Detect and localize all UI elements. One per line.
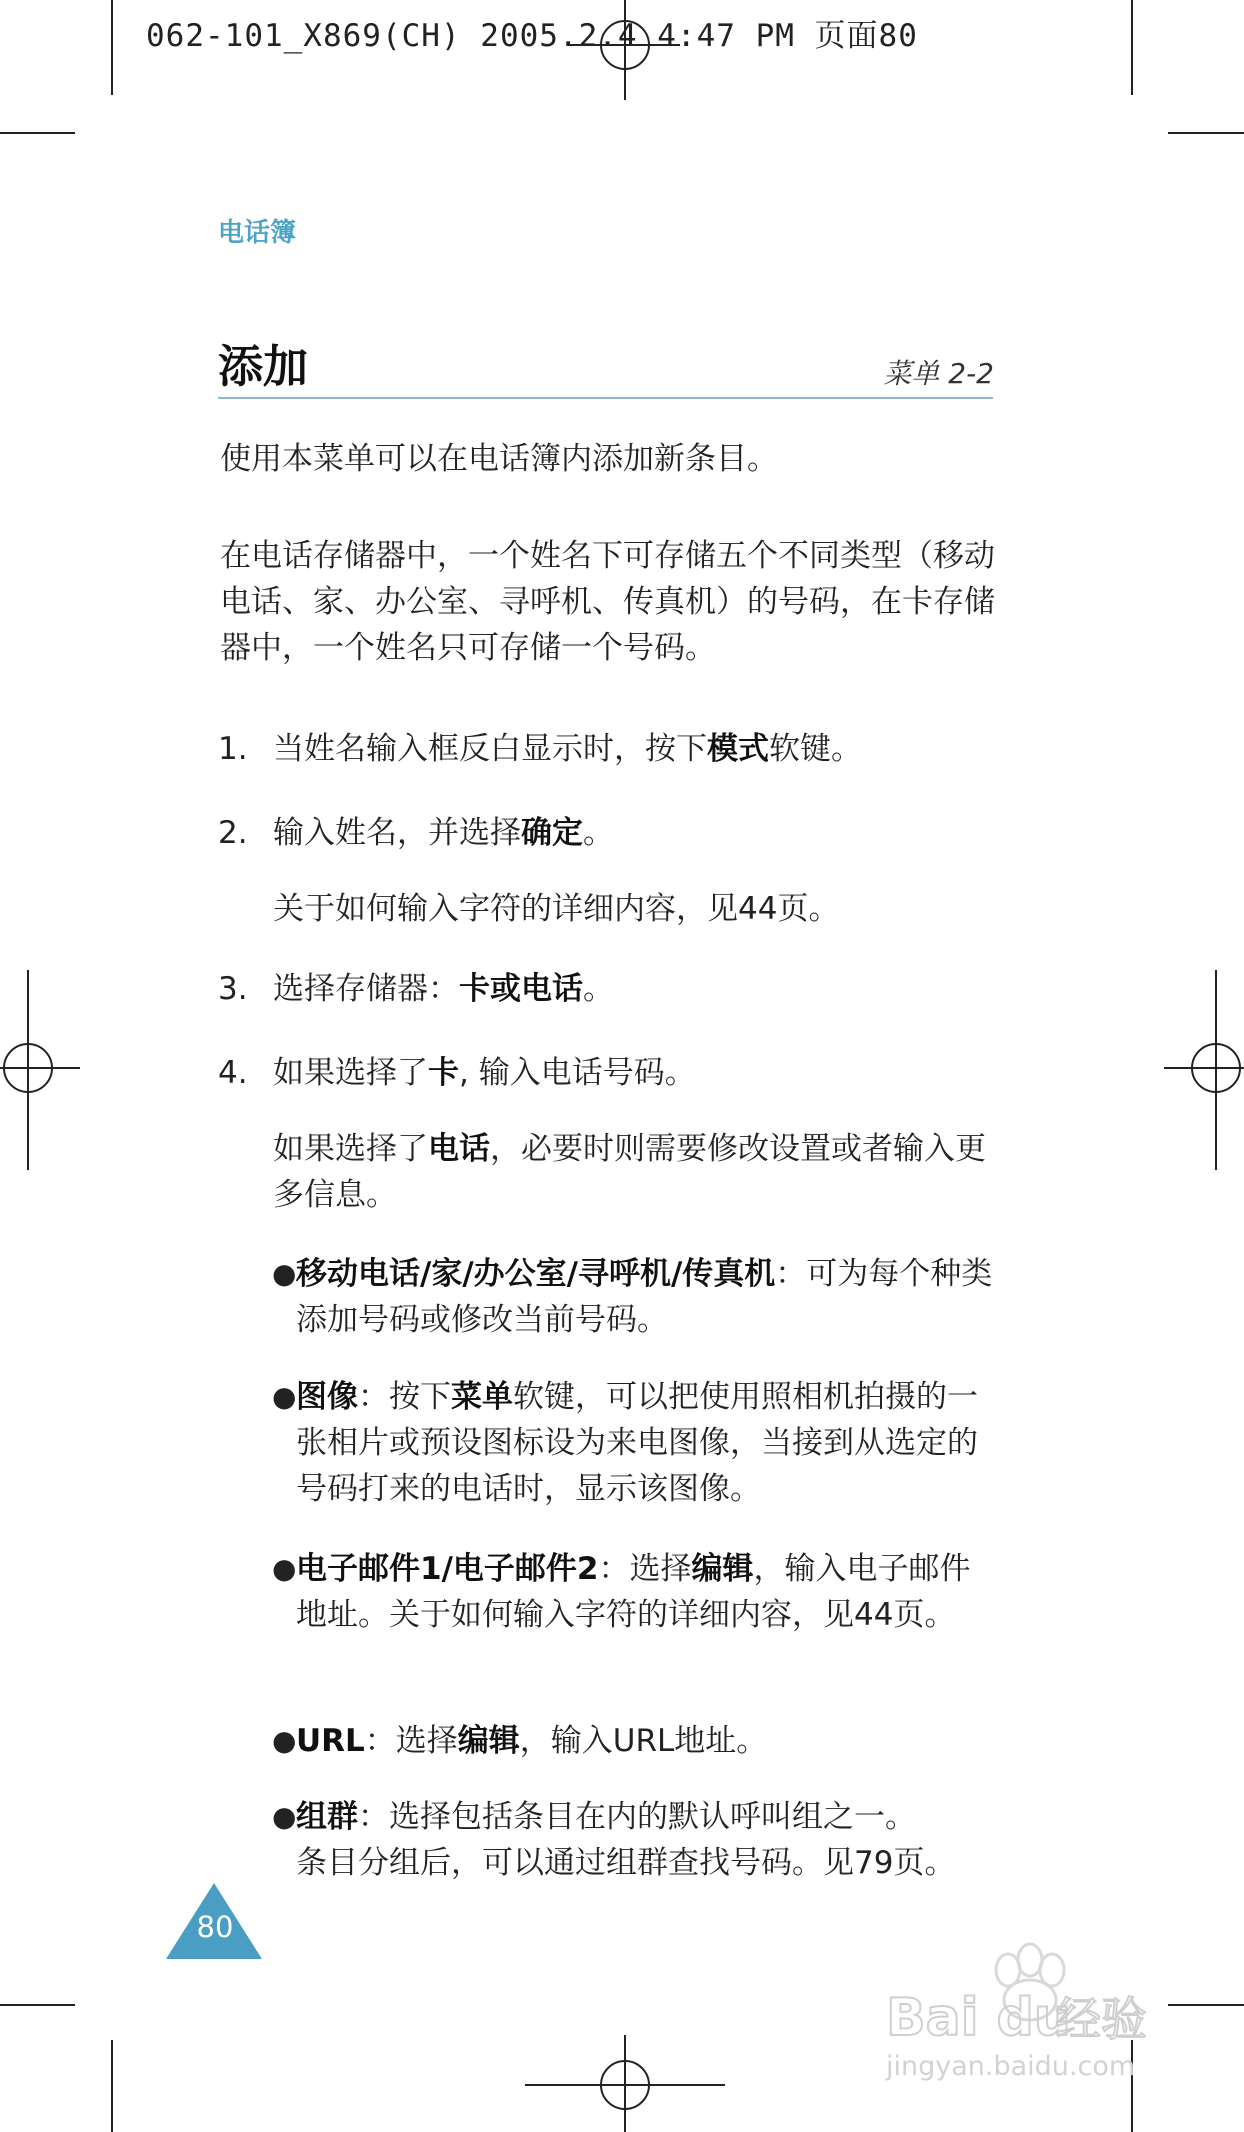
section-label: 电话簿 xyxy=(218,218,297,248)
registration-mark-bottom xyxy=(525,2035,725,2132)
title-divider xyxy=(218,397,993,399)
svg-text:经验: 经验 xyxy=(1055,1992,1147,2046)
page-number: 80 xyxy=(196,1910,234,1944)
intro-paragraph: 使用本菜单可以在电话簿内添加新条目。 xyxy=(220,441,778,477)
step-2-note: 关于如何输入字符的详细内容，见44页。 xyxy=(273,891,840,927)
paw-icon xyxy=(880,1935,1210,2085)
page-title: 添加 xyxy=(218,340,309,393)
svg-text:jingyan.baidu.com: jingyan.baidu.com xyxy=(886,2051,1136,2082)
step-4-note: 如果选择了电话，必要时则需要修改设置或者输入更多信息。 xyxy=(273,1131,986,1213)
registration-mark-top xyxy=(570,0,680,100)
print-header: 062-101_X869(CH) 2005.2.4 4:47 PM 页面80 xyxy=(146,18,918,54)
svg-text:Bai du: Bai du xyxy=(886,1988,1071,2048)
registration-mark-right xyxy=(1164,970,1244,1170)
storage-paragraph: 在电话存储器中，一个姓名下可存储五个不同类型（移动电话、家、办公室、寻呼机、传真机）的号码，在卡存储器中，一个姓名只可存储一个号码。 xyxy=(220,538,995,666)
menu-reference: 菜单 2-2 xyxy=(883,357,994,390)
registration-mark-left xyxy=(0,970,80,1170)
